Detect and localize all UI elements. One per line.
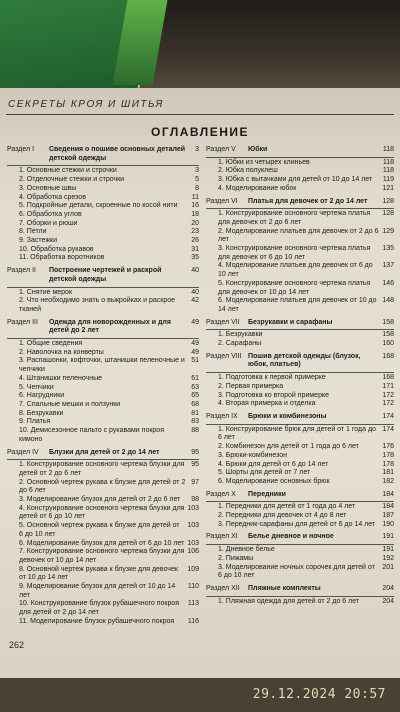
- section-heading: [206, 319, 394, 328]
- section-rule: [206, 424, 394, 425]
- section-rule: [206, 596, 394, 597]
- section-page: 118: [382, 146, 394, 153]
- toc-entry: [7, 194, 199, 203]
- toc-entry-page: 68: [191, 400, 199, 408]
- toc-section: [206, 319, 394, 349]
- toc-entry-title: 3. Моделирование ночных сорочек для детей от 6 до 10 лет: [218, 563, 375, 580]
- toc-entry-page: 61: [191, 374, 199, 382]
- toc-section: [206, 585, 394, 606]
- toc-entry-title: 2. Основной чертеж рукава к блузке для детей от 2 до 6 лет: [19, 478, 186, 495]
- toc-entry-title: 1. Передники для детей от 1 года до 4 лет: [218, 503, 356, 511]
- toc-entry-page: 81: [191, 409, 199, 417]
- toc-entry-page: 31: [191, 245, 199, 253]
- toc-entry-page: 190: [382, 520, 394, 528]
- toc-section: [206, 353, 394, 409]
- toc-section: [7, 449, 199, 627]
- toc-entry-title: 8. Основной чертеж рукава к блузке для девочек от 10 до 14 лет: [19, 565, 178, 582]
- toc-entry-page: 113: [187, 600, 199, 608]
- toc-entry-title: 3. Моделирование блузок для детей от 2 до 6 лет: [19, 496, 181, 504]
- toc-entry-page: 110: [187, 583, 199, 591]
- toc-entry-title: 2. Передники для девочек от 4 до 8 лет: [218, 512, 347, 520]
- toc-entry: [206, 546, 394, 555]
- section-page: 168: [382, 352, 394, 360]
- toc-entry-page: 95: [191, 461, 199, 469]
- toc-entry-page: 148: [382, 297, 394, 305]
- toc-entry: [7, 289, 199, 298]
- section-title: Блузки для детей от 2 до 14 лет: [49, 448, 160, 456]
- toc-entry-title: 5. Чепчики: [19, 383, 54, 391]
- toc-entry: [206, 469, 394, 478]
- toc-entry: [206, 521, 394, 530]
- toc-entry-title: 6. Моделирование платьев для девочек от 10 до 14 лет: [218, 297, 377, 313]
- toc-entry-title: 5. Подкройные детали, скроенные по косой нити: [19, 202, 178, 210]
- toc-entry: [7, 185, 199, 194]
- section-page: 95: [191, 448, 199, 456]
- toc-entry-title: 2. Сарафаны: [218, 340, 262, 348]
- section-number: Раздел IV: [7, 448, 39, 456]
- toc-entry-page: 23: [191, 228, 199, 236]
- toc-entry-title: 3. Подготовка ко второй примерке: [218, 391, 330, 399]
- section-number: Раздел V: [206, 146, 236, 153]
- toc-entry-title: 9. Моделирование блузок для детей от 10 до 14 лет: [19, 583, 176, 599]
- section-title: Белье дневное и ночное: [248, 533, 334, 541]
- toc-entry: [206, 228, 394, 245]
- section-title: Одежда для новорожденных и для детей до 2 лет: [49, 318, 171, 335]
- toc-section: [206, 198, 394, 315]
- toc-entry-title: 7. Конструирование основного чертежа блузки для девочек от 10 до 14 лет: [19, 548, 185, 564]
- section-page: 3: [195, 146, 199, 153]
- toc-entry-title: 11. Обработка воротников: [19, 254, 105, 262]
- toc-entry-title: 5. Основной чертеж рукава к блузке для детей от 6 до 10 лет: [19, 522, 180, 538]
- toc-entry-page: 129: [382, 227, 394, 235]
- toc-entry-page: 191: [382, 546, 394, 554]
- toc-entry: [206, 400, 394, 409]
- toc-entry: [206, 374, 394, 383]
- section-title: Передники: [248, 490, 286, 498]
- toc-entry: [206, 340, 394, 349]
- toc-entry: [7, 548, 199, 565]
- toc-entry-page: 118: [382, 158, 394, 166]
- section-rule: [206, 157, 394, 158]
- toc-entry: [206, 185, 394, 194]
- toc-right-column: [206, 142, 394, 606]
- toc-entry-title: 1. Юбки из четырех клиньев: [218, 158, 310, 166]
- toc-entry-page: 8: [195, 184, 199, 192]
- section-rule: [206, 208, 394, 209]
- toc-entry: [7, 461, 199, 478]
- toc-entry-page: 158: [382, 331, 394, 339]
- toc-entry: [206, 331, 394, 340]
- toc-entry-title: 3. Основные швы: [19, 184, 77, 192]
- toc-entry-title: 6. Моделирование основных брюк: [218, 477, 330, 485]
- toc-entry-title: 2. Комбинезон для детей от 1 года до 6 лет: [218, 443, 359, 451]
- toc-entry-title: 8. Петли: [19, 228, 47, 236]
- section-heading: [7, 449, 199, 458]
- toc-entry: [7, 505, 199, 522]
- toc-entry-title: 1. Снятие мерок: [19, 288, 73, 296]
- toc-entry: [7, 357, 199, 374]
- section-heading: [206, 353, 394, 370]
- toc-entry-page: 16: [191, 202, 199, 210]
- toc-entry-page: 178: [382, 451, 394, 459]
- toc-section: [7, 267, 199, 315]
- toc-entry: [7, 375, 199, 384]
- toc-entry: [7, 167, 199, 176]
- toc-entry-page: 109: [187, 565, 199, 573]
- toc-entry: [7, 600, 199, 617]
- toc-entry-page: 49: [191, 348, 199, 356]
- toc-entry-page: 20: [191, 219, 199, 227]
- section-number: Раздел IX: [206, 412, 238, 420]
- toc-entry-title: 10. Конструирование блузок рубашечного покроя для детей от 2 до 14 лет: [19, 600, 180, 617]
- toc-entry-title: 3. Конструирование основного чертежа платья для девочек от 6 до 10 лет: [218, 245, 371, 261]
- toc-entry: [7, 410, 199, 419]
- toc-entry-page: 98: [191, 496, 199, 504]
- section-heading: [206, 198, 394, 207]
- toc-entry: [206, 210, 394, 227]
- section-number: Раздел VI: [206, 197, 238, 205]
- toc-entry-page: 160: [382, 340, 394, 348]
- toc-entry: [7, 384, 199, 393]
- section-title: Сведения о пошиве основных деталей детской одежды: [49, 146, 186, 162]
- toc-entry-title: 6. Нагрудники: [19, 392, 65, 400]
- toc-entry-page: 119: [382, 176, 394, 184]
- toc-entry: [206, 167, 394, 176]
- toc-entry-page: 51: [191, 357, 199, 365]
- toc-entry-title: 4. Вторая примерка и отделка: [218, 400, 316, 408]
- toc-entry-title: 10. Демисезонное пальто с рукавами покроя кимоно: [19, 427, 164, 443]
- section-title: Пошив детской одежды (блузок, юбок, платьев): [248, 352, 361, 369]
- toc-entry-title: 1. Конструирование основного чертежа платья для девочек от 2 до 6 лет: [218, 210, 371, 226]
- section-number: Раздел X: [206, 490, 236, 498]
- toc-entry-title: 6. Обработка углов: [19, 210, 82, 218]
- toc-entry-page: 172: [382, 391, 394, 399]
- section-title: Построение чертежей и раскрой детской одежды: [49, 267, 162, 283]
- toc-entry: [7, 237, 199, 246]
- toc-entry-page: 103: [187, 522, 199, 530]
- toc-entry-page: 11: [191, 193, 199, 201]
- toc-entry-title: 2. Что необходимо знать о выкройках и раскрое тканей: [19, 297, 176, 313]
- toc-entry-page: 135: [382, 245, 394, 253]
- section-page: 184: [382, 490, 394, 498]
- section-number: Раздел XII: [206, 584, 240, 592]
- toc-entry: [7, 228, 199, 237]
- toc-entry-title: 1. Дневное белье: [218, 546, 275, 554]
- toc-entry-title: 6. Моделирование блузок для детей от 6 до 10 лет: [19, 539, 185, 547]
- toc-entry-page: 201: [382, 563, 394, 571]
- running-head: СЕКРЕТЫ КРОЯ И ШИТЬЯ: [8, 99, 164, 110]
- toc-entry-page: 168: [382, 374, 394, 382]
- section-rule: [206, 544, 394, 545]
- section-page: 191: [382, 533, 394, 541]
- toc-entry: [7, 618, 199, 627]
- section-rule: [7, 165, 199, 166]
- section-heading: [206, 585, 394, 594]
- section-heading: [206, 146, 394, 155]
- toc-entry: [7, 566, 199, 583]
- toc-entry: [7, 211, 199, 220]
- section-page: 158: [382, 318, 394, 326]
- toc-section: [206, 413, 394, 487]
- toc-entry: [206, 478, 394, 487]
- toc-entry: [7, 297, 199, 314]
- section-heading: [7, 267, 199, 284]
- section-number: Раздел VII: [206, 318, 240, 326]
- toc-entry: [7, 202, 199, 211]
- section-rule: [7, 287, 199, 288]
- toc-entry-page: 88: [191, 427, 199, 435]
- toc-entry-page: 137: [382, 262, 394, 270]
- section-title: Пляжные комплекты: [248, 584, 321, 592]
- toc-entry: [206, 383, 394, 392]
- toc-entry-title: 2. Наволочка на конверты: [19, 348, 104, 356]
- toc-left-column: [7, 142, 199, 627]
- toc-entry-page: 171: [382, 382, 394, 390]
- toc-entry-page: 174: [382, 425, 394, 433]
- section-page: 174: [382, 412, 394, 420]
- toc-entry-page: 40: [191, 288, 199, 296]
- toc-entry-title: 2. Первая примерка: [218, 382, 284, 390]
- toc-entry-title: 9. Застежки: [19, 237, 58, 245]
- section-number: Раздел XI: [206, 533, 238, 541]
- toc-entry: [206, 555, 394, 564]
- toc-entry: [206, 598, 394, 607]
- section-page: 204: [382, 584, 394, 592]
- toc-entry-page: 172: [382, 400, 394, 408]
- toc-entry-title: 4. Обработка срезов: [19, 193, 86, 201]
- toc-section: [7, 319, 199, 445]
- toc-entry: [7, 496, 199, 505]
- toc-entry-page: 103: [187, 504, 199, 512]
- toc-entry-page: 65: [191, 392, 199, 400]
- toc-entry: [206, 262, 394, 279]
- toc-entry-title: 1. Конструирование основного чертежа блузки для детей от 2 до 6 лет: [19, 461, 185, 477]
- toc-entry-page: 35: [191, 254, 199, 262]
- section-page: 40: [191, 267, 199, 275]
- toc-entry-page: 181: [382, 469, 394, 477]
- toc-title: ОГЛАВЛЕНИЕ: [150, 125, 249, 139]
- toc-entry-page: 192: [382, 554, 394, 562]
- toc-entry-page: 178: [382, 460, 394, 468]
- toc-entry-title: 3. Распашонки, кофточки, штанишки пеленочные и чепчики: [19, 357, 185, 374]
- toc-entry: [7, 349, 199, 358]
- toc-entry-title: 5. Конструирование основного чертежа платья для девочек от 10 до 14 лет: [218, 279, 371, 296]
- toc-entry-page: 176: [382, 443, 394, 451]
- toc-entry-title: 1. Общие сведения: [19, 340, 83, 348]
- section-heading: [7, 319, 199, 336]
- toc-entry-title: 1. Пляжная одежда для детей от 2 до 6 лет: [218, 597, 360, 605]
- photo-timestamp: 29.12.2024 20:57: [252, 687, 386, 702]
- toc-entry-page: 83: [191, 418, 199, 426]
- toc-entry-title: 1. Подготовка к первой примерке: [218, 374, 326, 382]
- section-title: Брюки и комбинезоны: [248, 412, 327, 420]
- toc-entry: [7, 418, 199, 427]
- toc-entry-page: 42: [191, 297, 199, 305]
- toc-entry-page: 103: [187, 539, 199, 547]
- toc-entry-title: 4. Конструирование основного чертежа блузки для детей от 6 до 10 лет: [19, 504, 185, 521]
- toc-entry-title: 1. Основные стежки и строчки: [19, 167, 117, 175]
- toc-entry-page: 146: [382, 279, 394, 287]
- toc-entry-title: 4. Моделирование юбок: [218, 184, 297, 192]
- toc-entry-title: 4. Моделирование платьев для девочек от 6 до 10 лет: [218, 262, 373, 279]
- page-number: 262: [9, 640, 25, 650]
- toc-entry: [206, 176, 394, 185]
- toc-entry: [206, 503, 394, 512]
- section-page: 49: [191, 318, 199, 326]
- section-title: Юбки: [248, 146, 268, 153]
- toc-entry: [206, 426, 394, 443]
- toc-section: [7, 146, 199, 263]
- toc-entry-page: 184: [382, 503, 394, 511]
- toc-entry: [206, 564, 394, 581]
- toc-entry: [7, 176, 199, 185]
- toc-entry: [7, 427, 199, 444]
- section-number: Раздел VIII: [206, 352, 242, 360]
- toc-entry: [7, 254, 199, 263]
- toc-entry-page: 182: [382, 477, 394, 485]
- toc-entry-title: 4. Штанишки пеленочные: [19, 374, 102, 382]
- toc-entry: [7, 522, 199, 539]
- toc-entry-title: 3. Брюки-комбинезон: [218, 451, 288, 459]
- toc-entry-title: 4. Брюки для детей от 6 до 14 лет: [218, 460, 329, 468]
- toc-entry: [206, 280, 394, 297]
- toc-entry-title: 10. Обработка рукавов: [19, 245, 94, 253]
- toc-entry-page: 97: [191, 478, 199, 486]
- header-rule: [6, 114, 394, 115]
- toc-entry-page: 121: [382, 184, 394, 192]
- toc-entry-page: 204: [382, 597, 394, 605]
- toc-entry: [7, 401, 199, 410]
- toc-entry-page: 118: [382, 167, 394, 175]
- toc-entry-page: 3: [195, 167, 199, 175]
- toc-entry-page: 128: [382, 210, 394, 218]
- toc-section: [206, 491, 394, 530]
- section-title: Безрукавки и сарафаны: [248, 318, 333, 326]
- toc-entry-page: 187: [382, 512, 394, 520]
- section-heading: [206, 533, 394, 542]
- toc-entry: [206, 297, 394, 314]
- toc-entry: [206, 452, 394, 461]
- toc-entry-title: 3. Передник-сарафаны для детей от 6 до 14 лет: [218, 520, 376, 528]
- section-number: Раздел II: [7, 267, 36, 275]
- toc-section: [206, 533, 394, 581]
- toc-entry-title: 7. Спальные мешки и ползунки: [19, 400, 121, 408]
- toc-entry-title: 7. Оборки и рюши: [19, 219, 78, 227]
- toc-entry-title: 8. Безрукавки: [19, 409, 64, 417]
- toc-entry-title: 2. Пижамы: [218, 554, 254, 562]
- section-heading: [7, 146, 199, 163]
- toc-entry-title: 5. Шорты для детей от 7 лет: [218, 469, 311, 477]
- section-heading: [206, 491, 394, 500]
- toc-entry-page: 26: [191, 237, 199, 245]
- toc-entry: [7, 220, 199, 229]
- section-title: Платья для девочек от 2 до 14 лет: [248, 197, 368, 205]
- toc-entry-page: 63: [191, 383, 199, 391]
- toc-entry-page: 49: [191, 340, 199, 348]
- section-rule: [7, 338, 199, 339]
- section-number: Раздел I: [7, 146, 35, 153]
- book-page: [0, 88, 400, 678]
- toc-entry-title: 1. Конструирование брюк для детей от 1 года до 6 лет: [218, 425, 376, 442]
- toc-entry: [206, 392, 394, 401]
- toc-entry: [7, 340, 199, 349]
- toc-entry: [206, 443, 394, 452]
- toc-entry-page: 106: [187, 548, 199, 556]
- section-heading: [206, 413, 394, 422]
- section-rule: [206, 329, 394, 330]
- toc-entry-title: 3. Юбка с вытачками для детей от 10 до 14 лет: [218, 176, 373, 184]
- toc-entry-title: 11. Моделирование блузок рубашечного покроя: [19, 617, 175, 625]
- toc-entry: [7, 479, 199, 496]
- toc-entry: [206, 512, 394, 521]
- toc-entry: [7, 540, 199, 549]
- toc-entry-page: 18: [191, 210, 199, 218]
- toc-entry-page: 116: [187, 617, 199, 625]
- toc-entry-title: 2. Юбка полуклеш: [218, 167, 278, 175]
- section-number: Раздел III: [7, 318, 38, 326]
- toc-entry-title: 2. Моделирование платьев для девочек от 2 до 6 лет: [218, 227, 379, 244]
- toc-entry: [206, 245, 394, 262]
- toc-entry-page: 5: [195, 176, 199, 184]
- toc-entry-title: 9. Платья: [19, 418, 51, 426]
- toc-entry: [7, 392, 199, 401]
- section-page: 128: [382, 197, 394, 205]
- toc-section: [206, 146, 394, 194]
- toc-entry-title: 1. Безрукавки: [218, 331, 263, 339]
- toc-entry: [7, 583, 199, 600]
- toc-entry: [206, 461, 394, 470]
- toc-entry-title: 2. Отделочные стежки и строчки: [19, 176, 125, 184]
